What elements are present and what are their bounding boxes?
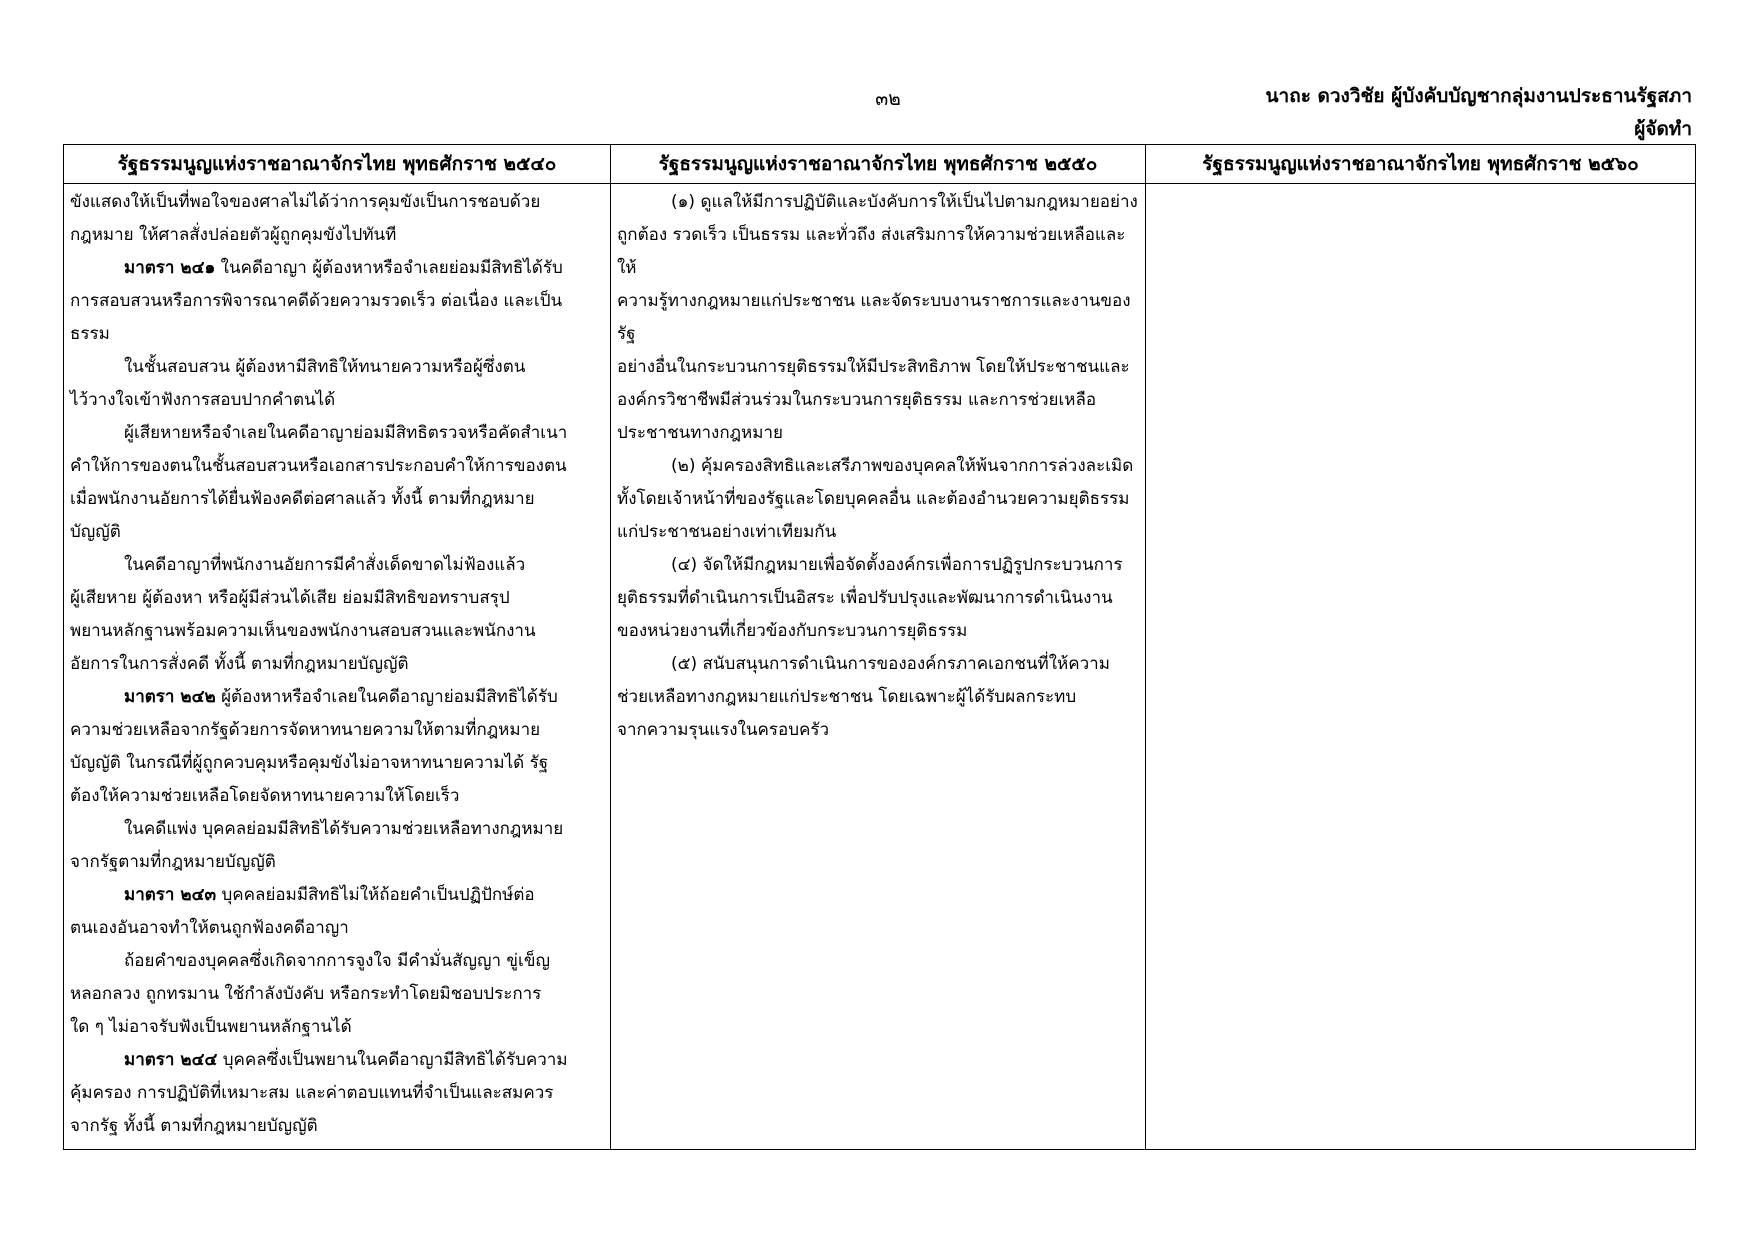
list-item: (๕) สนับสนุนการดำเนินการขององค์กรภาคเอกชนที่ให้ความ ช่วยเหลือทางกฎหมายแก่ประชาชน โดยเฉพาะผู้ได้รับผลกระทบ จากความรุนแรงในครอบครัว: [617, 654, 1110, 740]
column-header-2550: รัฐธรรมนูญแห่งราชอาณาจักรไทย พุทธศักราช ๒๕๕๐: [611, 145, 1146, 184]
table-row: [64, 184, 1696, 1150]
column-2550-content: [611, 184, 1146, 1150]
paragraph: ในคดีอาญาที่พนักงานอัยการมีคำสั่งเด็ดขาดไม่ฟ้องแล้ว ผู้เสียหาย ผู้ต้องหา หรือผู้มีส่วนได้เสีย ย่อมมีสิทธิขอทราบสรุป พยานหลักฐานพร้อมความเห็นของพนักงานสอบสวนและพนักงาน อัยการในการสั่งคดี ทั้งนี้ ตามที่กฎหมายบัญญัติ: [70, 555, 536, 674]
section-label: มาตรา ๒๔๓: [124, 885, 217, 905]
section-241: [70, 252, 604, 351]
section-label: มาตรา ๒๔๒: [124, 687, 216, 707]
section-text: ในคดีอาญา ผู้ต้องหาหรือจำเลยย่อมมีสิทธิได้รับ การสอบสวนหรือการพิจารณาคดีด้วยความรวดเร็ว ต่อเนื่อง และเป็น ธรรม: [70, 258, 563, 344]
column-2560-content: [1146, 184, 1696, 1150]
section-text: บุคคลย่อมมีสิทธิไม่ให้ถ้อยคำเป็นปฏิปักษ์ต่อ ตนเองอันอาจทำให้ตนถูกฟ้องคดีอาญา: [70, 885, 535, 938]
preparer-credit: [1266, 80, 1692, 146]
paragraph: ถ้อยคำของบุคคลซึ่งเกิดจากการจูงใจ มีคำมั่นสัญญา ขู่เข็ญ หลอกลวง ถูกทรมาน ใช้กำลังบังคับ หรือกระทำโดยมิชอบประการ ใด ๆ ไม่อาจรับฟังเป็นพยานหลักฐานได้: [70, 951, 550, 1037]
paragraph: ในคดีแพ่ง บุคคลย่อมมีสิทธิได้รับความช่วยเหลือทางกฎหมาย จากรัฐตามที่กฎหมายบัญญัติ: [70, 819, 564, 872]
section-text: ผู้ต้องหาหรือจำเลยในคดีอาญาย่อมมีสิทธิได้รับ ความช่วยเหลือจากรัฐด้วยการจัดหาทนายความให้ตามที่กฎหมาย บัญญัติ ในกรณีที่ผู้ถูกควบคุมหรือคุมขังไม่อาจหาทนายความได้ รัฐ ต้องให้ความช่วยเหลือโดยจัดหาทนายความให้โดยเร็ว: [70, 687, 558, 806]
page-number: ๓๒: [875, 88, 901, 110]
preparer-name: นาถะ ดวงวิชัย ผู้บังคับบัญชากลุ่มงานประธานรัฐสภา: [1265, 85, 1692, 107]
section-243: [70, 879, 604, 945]
column-header-2560: รัฐธรรมนูญแห่งราชอาณาจักรไทย พุทธศักราช ๒๕๖๐: [1146, 145, 1696, 184]
list-item: (๒) คุ้มครองสิทธิและเสรีภาพของบุคคลให้พ้นจากการล่วงละเมิด ทั้งโดยเจ้าหน้าที่ของรัฐและโดยบุคคลอื่น และต้องอำนวยความยุติธรรม แก่ประชาชนอย่างเท่าเทียมกัน: [617, 456, 1134, 542]
table-header-row: [64, 145, 1696, 184]
preparer-role: ผู้จัดทำ: [1634, 118, 1692, 140]
paragraph: ในชั้นสอบสวน ผู้ต้องหามีสิทธิให้ทนายความหรือผู้ซึ่งตน ไว้วางใจเข้าฟังการสอบปากคำตนได้: [70, 357, 526, 410]
section-text: บุคคลซึ่งเป็นพยานในคดีอาญามีสิทธิได้รับความ คุ้มครอง การปฏิบัติที่เหมาะสม และค่าตอบแทนที่จำเป็นและสมควร จากรัฐ ทั้งนี้ ตามที่กฎหมายบัญญัติ: [70, 1050, 568, 1136]
section-242: [70, 681, 604, 813]
column-header-2540: รัฐธรรมนูญแห่งราชอาณาจักรไทย พุทธศักราช ๒๕๔๐: [64, 145, 611, 184]
column-2540-content: [64, 184, 611, 1150]
paragraph: ผู้เสียหายหรือจำเลยในคดีอาญาย่อมมีสิทธิตรวจหรือคัดสำเนา คำให้การของตนในชั้นสอบสวนหรือเอกสารประกอบคำให้การของตน เมื่อพนักงานอัยการได้ยื่นฟ้องคดีต่อศาลแล้ว ทั้งนี้ ตามที่กฎหมาย บัญญัติ: [70, 423, 568, 542]
list-item: (๑) ดูแลให้มีการปฏิบัติและบังคับการให้เป็นไปตามกฎหมายอย่าง ถูกต้อง รวดเร็ว เป็นธรรม และทั่วถึง ส่งเสริมการให้ความช่วยเหลือและให้ ความรู้ทางกฎหมายแก่ประชาชน และจัดระบบงานราชการและงานของรัฐ อย่างอื่นในกระบวนการยุติธรรมให้มีประสิทธิภาพ โดยให้ประชาชนและ องค์กรวิชาชีพมีส่วนร่วมในกระบวนการยุติธรรม และการช่วยเหลือ ประชาชนทางกฎหมาย: [617, 192, 1138, 443]
paragraph: ขังแสดงให้เป็นที่พอใจของศาลไม่ได้ว่าการคุมขังเป็นการชอบด้วย กฎหมาย ให้ศาลสั่งปล่อยตัวผู้ถูกคุมขังไปทันที: [70, 192, 541, 245]
section-244: [70, 1044, 604, 1143]
section-label: มาตรา ๒๔๔: [124, 1050, 218, 1070]
comparison-table: [63, 144, 1696, 1150]
section-label: มาตรา ๒๔๑: [124, 258, 216, 278]
list-item: (๔) จัดให้มีกฎหมายเพื่อจัดตั้งองค์กรเพื่อการปฏิรูปกระบวนการ ยุติธรรมที่ดำเนินการเป็นอิสระ เพื่อปรับปรุงและพัฒนาการดำเนินงาน ของหน่วยงานที่เกี่ยวข้องกับกระบวนการยุติธรรม: [617, 555, 1123, 641]
